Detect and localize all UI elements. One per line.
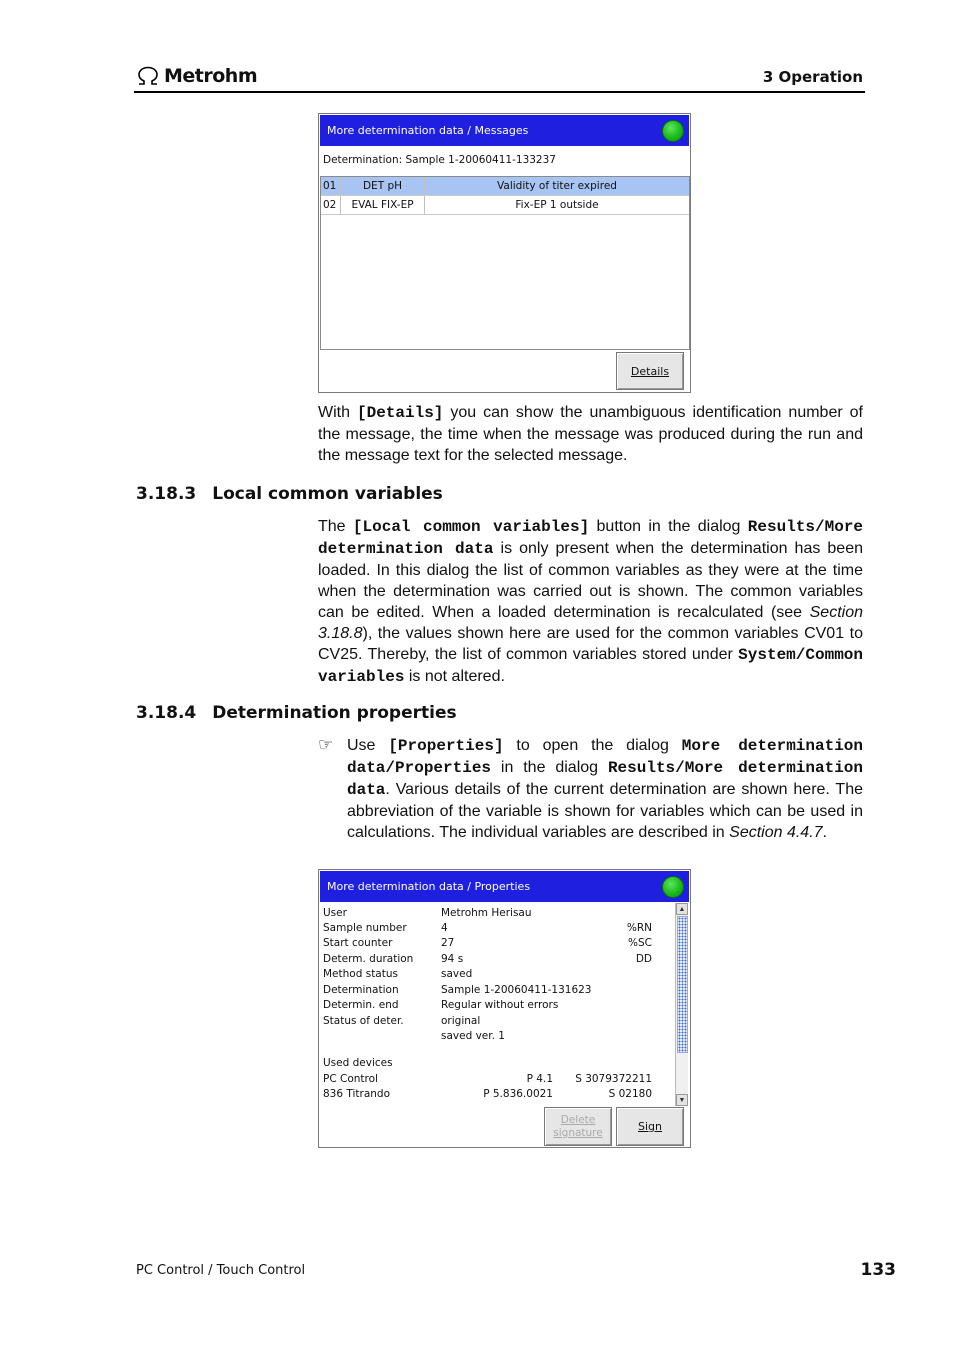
section-heading-3-18-4 (136, 703, 457, 723)
device-name: PC Control (323, 1073, 378, 1085)
text-run: . Various details of the current determination are shown here. The abbreviation of the variable is shown for variables which can be used in calculations. The individual variables are described in (347, 781, 863, 841)
section-link[interactable]: Section 4.4.7 (729, 824, 823, 841)
determination-properties-text (347, 735, 863, 843)
command-ref: [Local common variables] (352, 518, 590, 536)
text-run: in the dialog (491, 759, 608, 776)
section-title: Determination properties (212, 703, 457, 723)
details-button-label: Details (630, 364, 670, 378)
prop-value: Sample 1-20060411-131623 (441, 984, 592, 996)
messages-dialog (318, 113, 691, 393)
properties-scrollbar[interactable] (675, 903, 688, 1106)
messages-table (320, 176, 690, 350)
prop-value: 94 s (441, 953, 464, 965)
prop-value: Regular without errors (441, 999, 559, 1011)
dialog-ref: Results/More determination data (318, 518, 864, 558)
prop-abbreviation: DD (635, 953, 652, 965)
properties-dialog-title: More determination data / Properties (327, 880, 531, 893)
page-number: 133 (860, 1260, 896, 1280)
prop-value: 4 (441, 922, 448, 934)
prop-label: Start counter (323, 937, 393, 949)
section-heading-3-18-3 (136, 484, 443, 504)
dialog-ref: System/Common variables (318, 646, 863, 686)
devices-heading: Used devices (323, 1057, 393, 1069)
device-name: 836 Titrando (323, 1088, 390, 1100)
prop-label: Determination (323, 984, 399, 996)
determination-label: Determination: Sample 1-20060411-133237 (323, 154, 556, 166)
table-row[interactable] (321, 196, 689, 215)
prop-value: Metrohm Herisau (441, 907, 532, 919)
details-description (318, 402, 863, 466)
device-serial: S 02180 (608, 1088, 652, 1100)
dialog-ref: More determination data/Properties (347, 737, 864, 777)
text-run: . (822, 824, 827, 841)
prop-label: Determin. end (323, 999, 399, 1011)
status-led-icon (662, 120, 684, 142)
sign-button-label: Sign (638, 1120, 662, 1133)
section-link[interactable]: Section 3.18.8 (318, 604, 863, 642)
section-number: 3.18.3 (136, 484, 197, 504)
section-number: 3.18.4 (136, 703, 197, 723)
text-run: to open the dialog (503, 737, 682, 754)
delete-signature-label: Delete signature (553, 1113, 603, 1139)
prop-abbreviation: %SC (628, 937, 652, 949)
header-rule (134, 91, 865, 93)
details-button[interactable] (616, 352, 684, 390)
details-command-ref: [Details] (356, 404, 444, 422)
properties-dialog (318, 869, 691, 1148)
properties-dialog-title-bar (320, 871, 689, 902)
row-message: Fix-EP 1 outside (515, 199, 599, 211)
text-run: is not altered. (404, 668, 505, 685)
scrollbar-thumb[interactable] (677, 916, 688, 1053)
text-run: Use (347, 737, 389, 754)
messages-dialog-title: More determination data / Messages (327, 124, 529, 137)
footer-product: PC Control / Touch Control (136, 1263, 306, 1278)
section-title: Local common variables (212, 484, 443, 504)
text-run: you can show the unambiguous identification number of the message, the time when the message was produced during the run and the message text for the selected message. (318, 404, 864, 464)
prop-label: Determ. duration (323, 953, 414, 965)
row-number: 01 (321, 177, 341, 195)
prop-label: Status of deter. (323, 1015, 404, 1027)
text-run: is only present when the determination has been loaded. In this dialog the list of common variables as they were at the time when the determination was carried out is shown. The common variables can be edited. When a loaded determination is recalculated (see (318, 540, 864, 621)
prop-value: saved ver. 1 (441, 1030, 505, 1042)
prop-value: 27 (441, 937, 455, 949)
text-run: ), the values shown here are used for the common variables CV01 to CV25. Thereby, the list of common variables stored under (318, 625, 863, 663)
dialog-ref: Results/More determination data (347, 759, 864, 799)
brand-name: Metrohm (164, 65, 258, 87)
row-command: DET pH (341, 177, 425, 195)
prop-label: Method status (323, 968, 398, 980)
device-program-version: P 4.1 (526, 1073, 553, 1085)
device-serial: S 3079372211 (575, 1073, 652, 1085)
local-common-variables-text (318, 516, 863, 688)
metrohm-logo (136, 64, 257, 88)
prop-value: original (441, 1015, 481, 1027)
delete-signature-button[interactable] (544, 1107, 612, 1146)
text-run: With (318, 404, 357, 421)
pointing-hand-icon: ☞ (318, 735, 334, 755)
prop-label: Sample number (323, 922, 407, 934)
scroll-up-arrow-icon[interactable]: ▲ (676, 903, 688, 915)
row-message: Validity of titer expired (497, 180, 617, 192)
omega-logo-icon (136, 66, 160, 86)
device-program-version: P 5.836.0021 (483, 1088, 553, 1100)
text-run: button in the dialog (589, 518, 748, 535)
sign-button[interactable] (616, 1107, 684, 1146)
chapter-title: 3 Operation (762, 68, 863, 86)
table-row[interactable] (321, 177, 689, 196)
prop-abbreviation: %RN (626, 922, 652, 934)
text-run: The (318, 518, 353, 535)
command-ref: [Properties] (388, 737, 504, 755)
scroll-down-arrow-icon[interactable]: ▼ (676, 1094, 688, 1106)
messages-dialog-title-bar (320, 115, 689, 146)
row-number: 02 (321, 196, 341, 214)
row-command: EVAL FIX-EP (341, 196, 425, 214)
prop-label: User (323, 907, 347, 919)
status-led-icon (662, 876, 684, 898)
prop-value: saved (441, 968, 473, 980)
